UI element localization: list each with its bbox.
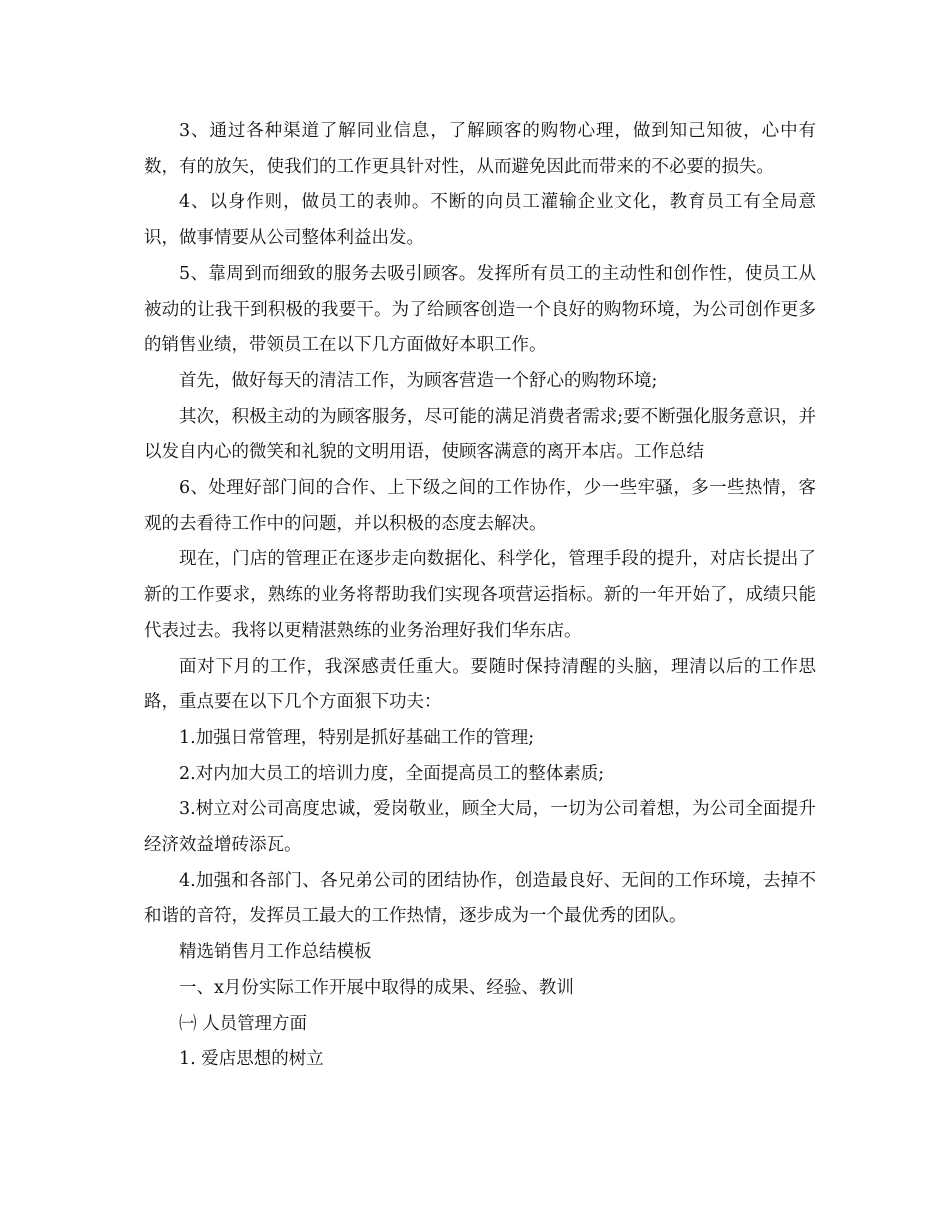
paragraph: 5、靠周到而细致的服务去吸引顾客。发挥所有员工的主动性和创作性，使员工从被动的让我干到积极的我要干。为了给顾客创造一个良好的购物环境，为公司创作更多的销售业绩，带领员工在以下几方面做好本职工作。 (144, 263, 816, 356)
paragraph: 3、通过各种渠道了解同业信息，了解顾客的购物心理，做到知己知彼，心中有数，有的放矢，使我们的工作更具针对性，从而避免因此而带来的不必要的损失。 (144, 121, 816, 177)
paragraph: 4、以身作则，做员工的表帅。不断的向员工灌输企业文化，教育员工有全局意识，做事情要从公司整体利益出发。 (144, 192, 816, 249)
document-body (144, 114, 816, 1078)
paragraph: 现在，门店的管理正在逐步走向数据化、科学化，管理手段的提升，对店长提出了新的工作要求，熟练的业务将帮助我们实现各项营运指标。新的一年开始了，成绩只能代表过去。我将以更精湛熟练的业务治理好我们华东店。 (144, 549, 816, 641)
subsection-heading: ㈠ 人员管理方面 (179, 1013, 308, 1034)
paragraph: 6、处理好部门间的合作、上下级之间的工作协作，少一些牢骚，多一些热情，客观的去看待工作中的问题，并以积极的态度去解决。 (144, 478, 816, 534)
paragraph: 其次，积极主动的为顾客服务，尽可能的满足消费者需求;要不断强化服务意识，并以发自内心的微笑和礼貌的文明用语，使顾客满意的离开本店。工作总结 (144, 406, 816, 463)
list-item: 2.对内加大员工的培训力度，全面提高员工的整体素质; (179, 763, 605, 784)
paragraph: 面对下月的工作，我深感责任重大。要随时保持清醒的头脑，理清以后的工作思路，重点要在以下几个方面狠下功夫： (144, 656, 816, 713)
list-item: 3.树立对公司高度忠诚，爱岗敬业，顾全大局，一切为公司着想，为公司全面提升经济效益增砖添瓦。 (144, 799, 816, 856)
section-heading: 精选销售月工作总结模板 (179, 942, 372, 963)
list-item: 4.加强和各部门、各兄弟公司的团结协作，创造最良好、无间的工作环境，去掉不和谐的音符，发挥员工最大的工作热情，逐步成为一个最优秀的团队。 (144, 870, 816, 927)
list-item: 1. 爱店思想的树立 (179, 1049, 324, 1070)
list-item: 1.加强日常管理，特别是抓好基础工作的管理; (179, 727, 535, 748)
section-heading: 一、x月份实际工作开展中取得的成果、经验、教训 (179, 977, 574, 998)
paragraph: 首先，做好每天的清洁工作，为顾客营造一个舒心的购物环境; (179, 370, 658, 391)
